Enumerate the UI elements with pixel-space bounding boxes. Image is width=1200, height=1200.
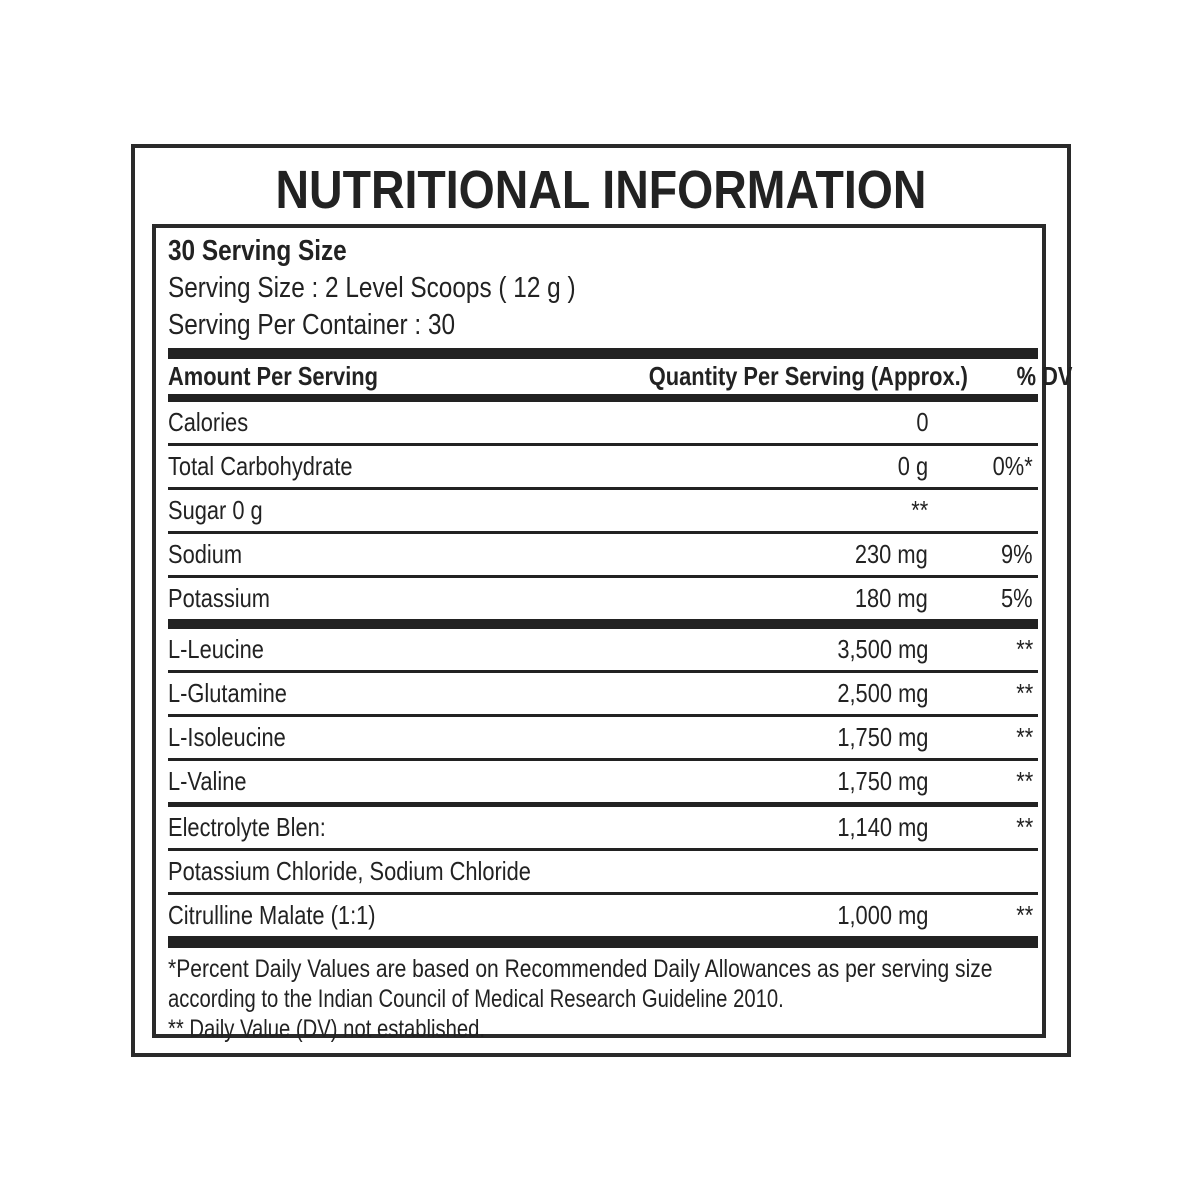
nutrient-name: Total Carbohydrate [168,451,353,481]
column-headers [168,359,1073,394]
nutrient-name: Electrolyte Blen: [168,812,326,842]
serving-size [168,270,1038,307]
nutrient-row [168,446,1038,487]
nutrient-row [168,761,1038,802]
nutrient-dv: ** [1015,634,1033,664]
nutrient-name: Potassium Chloride, Sodium Chloride [168,856,531,886]
nutrient-quantity: 1,140 mg [836,812,928,842]
col-quantity: Quantity Per Serving (Approx.) [648,361,968,391]
nutrient-quantity: 1,750 mg [836,722,928,752]
nutrient-name: Sugar 0 g [168,495,263,525]
nutrient-quantity: 180 mg [855,583,928,613]
nutrient-name: L-Leucine [168,634,264,664]
nutrient-quantity: 230 mg [855,539,928,569]
nutrient-dv: 9% [1001,539,1033,569]
divider-thick [168,348,1038,359]
col-amount: Amount Per Serving [168,361,378,391]
nutrient-quantity: ** [910,495,928,525]
nutrient-quantity: 3,500 mg [836,634,928,664]
nutrient-row [168,717,1038,758]
nutrient-row [168,534,1038,575]
footnote-dv: *Percent Daily Values are based on Recommended Daily Allowances as per serving size [168,955,993,983]
nutrient-row [168,402,1038,443]
footnote-not-established: ** Daily Value (DV) not established. [168,1015,486,1043]
nutrient-name: Citrulline Malate (1:1) [168,900,376,930]
nutrient-quantity: 0 g [897,451,928,481]
divider-thick [168,936,1038,948]
servings-per-container [168,307,1038,344]
nutrition-label [131,144,1071,1057]
nutrient-row [168,490,1038,531]
nutrient-dv: ** [1015,812,1033,842]
nutrient-name: Calories [168,407,249,437]
facts-panel [152,224,1073,1043]
col-dv: % DV [1017,361,1073,391]
serving-size-text: Serving Size : 2 Level Scoops ( 12 g ) [168,272,576,304]
divider-thick [168,619,1038,629]
nutrient-quantity: 0 [915,407,928,437]
nutrient-quantity: 2,500 mg [836,678,928,708]
footnotes [168,954,1038,1044]
nutrient-row [168,578,1038,619]
nutrient-name: L-Valine [168,766,247,796]
servings-per-container-text: Serving Per Container : 30 [168,309,456,341]
serving-heading [168,232,1038,270]
nutrient-dv: 5% [1001,583,1033,613]
nutrient-name: Potassium [168,583,270,613]
nutrient-row [168,895,1038,936]
footnote-icmr: according to the Indian Council of Medical Research Guideline 2010. [168,985,784,1013]
nutrient-row [168,673,1038,714]
nutrient-row [168,851,1038,892]
nutrient-dv: ** [1015,722,1033,752]
nutrient-quantity: 1,750 mg [836,766,928,796]
label-title: NUTRITIONAL INFORMATION [275,160,927,220]
nutrient-name: Sodium [168,539,243,569]
nutrient-row [168,807,1038,848]
nutrient-quantity: 1,000 mg [836,900,928,930]
serving-heading-text: 30 Serving Size [168,235,347,267]
nutrient-dv: ** [1015,900,1033,930]
nutrient-dv: 0%* [992,451,1033,481]
nutrient-name: L-Glutamine [168,678,287,708]
nutrient-dv: ** [1015,766,1033,796]
divider-thick [168,394,1038,402]
nutrient-row [168,629,1038,670]
nutrient-name: L-Isoleucine [168,722,286,752]
nutrient-dv: ** [1015,678,1033,708]
